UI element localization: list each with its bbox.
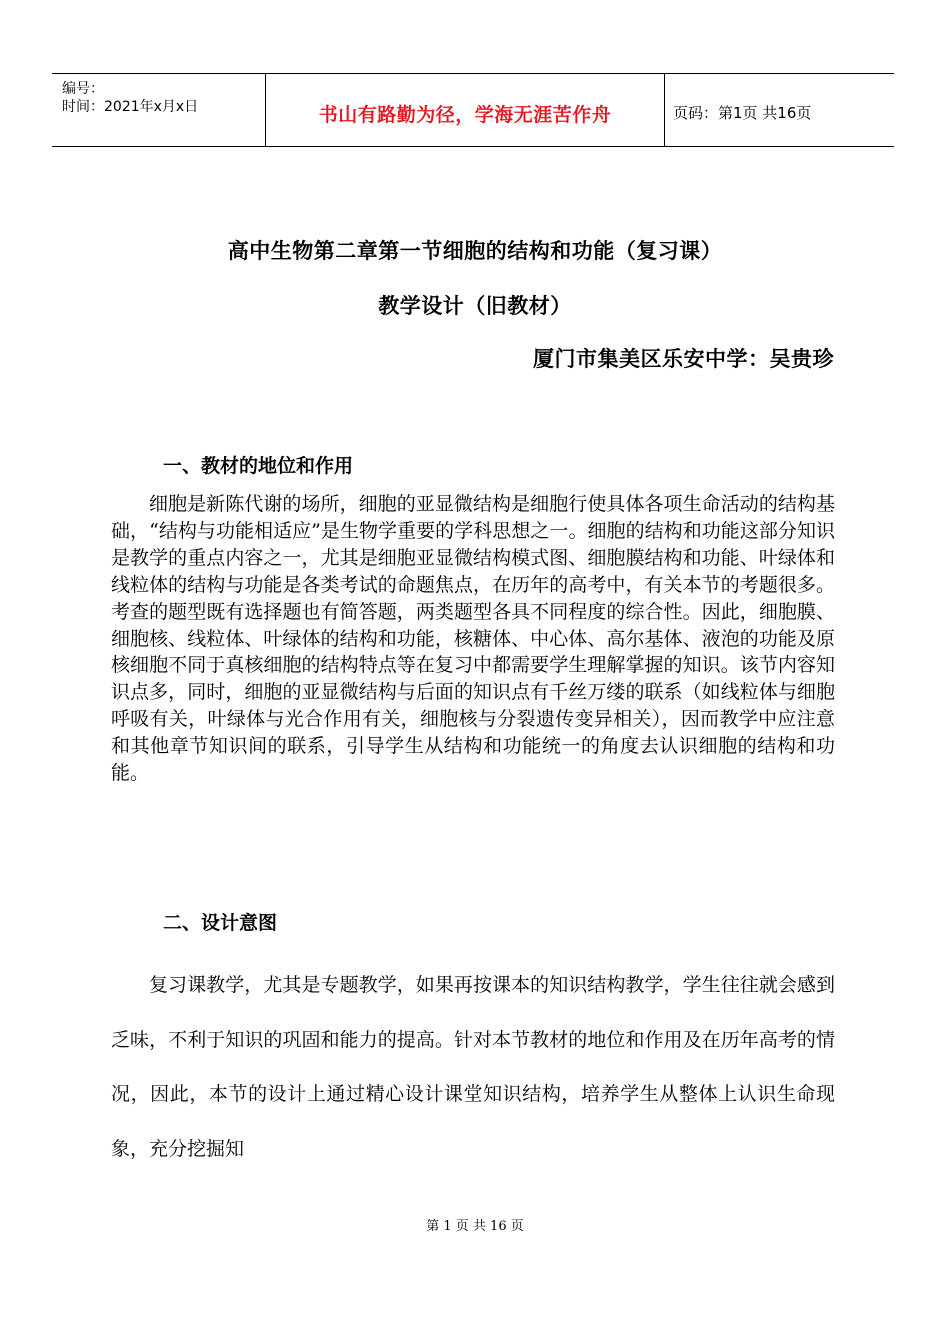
header-motto-cell xyxy=(266,74,665,146)
header-meta-cell xyxy=(52,74,266,146)
document-subtitle: 教学设计（旧教材） xyxy=(378,293,572,318)
document-time-label: 时间：2021年x月x日 xyxy=(62,99,199,115)
section-heading-2: 二、设计意图 xyxy=(163,912,278,934)
motto-text: 书山有路勤为径，学海无涯苦作舟 xyxy=(318,104,612,126)
document-title: 高中生物第二章第一节细胞的结构和功能（复习课） xyxy=(227,238,723,263)
document-number-label: 编号： xyxy=(62,81,104,97)
header-page-cell xyxy=(665,74,894,146)
page-footer: 第 1 页 共 16 页 xyxy=(426,1219,524,1234)
section-body-2: 复习课教学，尤其是专题教学，如果再按课本的知识结构教学，学生往往就会感到乏味，不利于知识的巩固和能力的提高。针对本节教材的地位和作用及在历年高考的情况，因此，本节的设计上通过精心设计课堂知识结构，培养学生从整体上认识生命现象，充分挖掘知 xyxy=(111,974,835,1160)
header-page-info: 页码：第1页 共16页 xyxy=(673,104,812,122)
section-heading-1: 一、教材的地位和作用 xyxy=(163,455,354,477)
header-table xyxy=(52,73,894,147)
document-author: 厦门市集美区乐安中学：吴贵珍 xyxy=(533,346,834,371)
section-body-1: 细胞是新陈代谢的场所，细胞的亚显微结构是细胞行使具体各项生命活动的结构基础，“结构与功能相适应”是生物学重要的学科思想之一。细胞的结构和功能这部分知识是教学的重点内容之一，尤其是细胞亚显微结构模式图、细胞膜结构和功能、叶绿体和线粒体的结构与功能是各类考试的命题焦点，在历年的高考中，有关本节的考题很多。考查的题型既有选择题也有简答题，两类题型各具不同程度的综合性。因此，细胞膜、细胞核、线粒体、叶绿体的结构和功能，核糖体、中心体、高尔基体、液泡的功能及原核细胞不同于真核细胞的结构特点等在复习中都需要学生理解掌握的知识。该节内容知识点多，同时，细胞的亚显微结构与后面的知识点有千丝万缕的联系（如线粒体与细胞呼吸有关，叶绿体与光合作用有关，细胞核与分裂遗传变异相关），因而教学中应注意和其他章节知识间的联系，引导学生从结构和功能统一的角度去认识细胞的结构和功能。 xyxy=(111,493,835,785)
